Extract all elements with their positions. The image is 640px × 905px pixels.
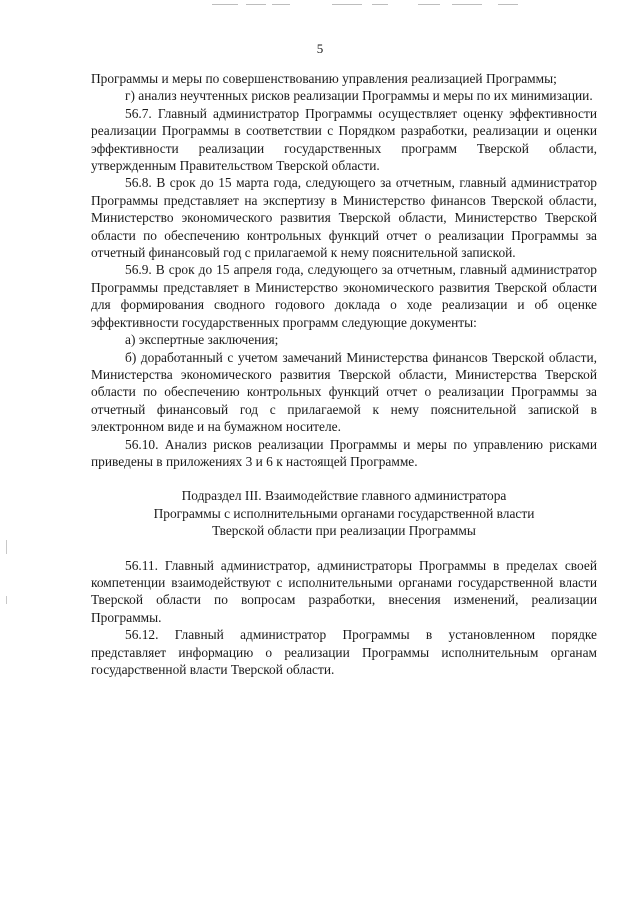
scan-artifact <box>212 4 238 5</box>
section-heading-line: Тверской области при реализации Программы <box>212 523 476 539</box>
paragraph: 56.12. Главный администратор Программы в установленном порядке представляет информацию о реализации Программы исполнительным органам государственной власти Тверской области. <box>91 627 597 677</box>
scan-artifact <box>246 4 266 5</box>
paragraph: Программы и меры по совершенствованию управления реализацией Программы; <box>91 71 557 86</box>
scan-artifact <box>332 4 362 5</box>
paragraph: 56.7. Главный администратор Программы осуществляет оценку эффективности реализации Программы в соответствии с Порядком разработки, реализации и оценки эффективности реализации государственных программ Тверской области, утвержденным Правительством Тверской области. <box>91 105 597 174</box>
section-heading <box>91 487 597 539</box>
list-item: б) доработанный с учетом замечаний Министерства финансов Тверской области, Министерства экономического развития Тверской области, Министерства Тверской области по обеспечению контрольных функций отчет о реализации Программы за отчетный финансовый год с прилагаемой к нему пояснительной запиской в электронном виде и на бумажном носителе. <box>91 349 597 435</box>
section-heading-line: Подраздел III. Взаимодействие главного администратора <box>181 488 507 504</box>
scan-artifact <box>6 596 7 604</box>
document-body <box>91 70 597 678</box>
scan-artifact <box>418 4 440 5</box>
paragraph: 56.9. В срок до 15 апреля года, следующего за отчетным, главный администратор Программы представляет в Министерство экономического развития Тверской области для формирования сводного годового доклада о ходе реализации и об оценке эффективности государственных программ следующие документы: <box>91 262 597 330</box>
paragraph: г) анализ неучтенных рисков реализации Программы и меры по их минимизации. <box>125 88 593 104</box>
spacer <box>91 540 597 557</box>
paragraph: 56.8. В срок до 15 марта года, следующего за отчетным, главный администратор Программы представляет на экспертизу в Министерство финансов Тверской области, Министерство экономического развития Тверской области, Министерство Тверской области по обеспечению контрольных функций отчет о реализации Программы за отчетный финансовый год с прилагаемой к нему пояснительной запиской. <box>91 175 597 261</box>
scan-artifact <box>6 540 7 554</box>
paragraph: 56.11. Главный администратор, администраторы Программы в пределах своей компетенции взаимодействуют с исполнительными органами государственной власти Тверской области по вопросам разработки, внесения изменений, реализации Программы. <box>91 557 597 625</box>
scan-artifact <box>498 4 518 5</box>
scan-artifact <box>372 4 388 5</box>
paragraph: 56.10. Анализ рисков реализации Программы и меры по управлению рисками приведены в приложениях 3 и 6 к настоящей Программе. <box>91 436 597 469</box>
scan-artifact <box>272 4 290 5</box>
spacer <box>91 470 597 487</box>
section-heading-line: Программы с исполнительными органами государственной власти <box>153 505 535 521</box>
page-number: 5 <box>316 41 324 56</box>
scan-artifact <box>452 4 482 5</box>
list-item: а) экспертные заключения; <box>125 332 279 348</box>
